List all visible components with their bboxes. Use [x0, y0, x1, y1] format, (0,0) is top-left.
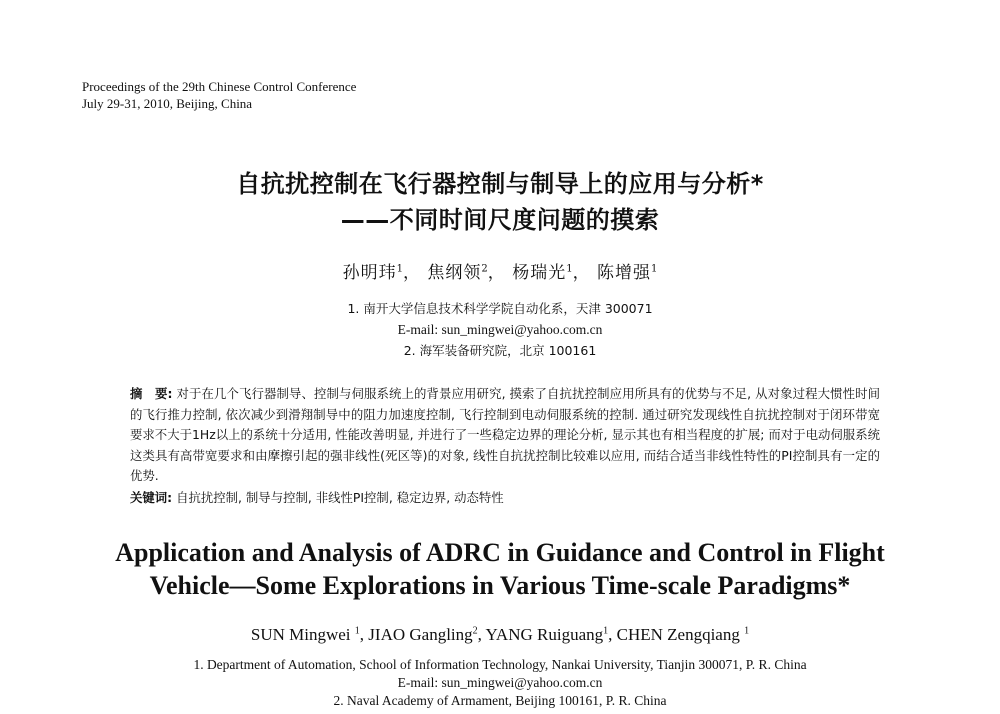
author-en: JIAO Gangling$^2$, — [368, 625, 486, 644]
affiliation-1-en: 1. Department of Automation, School of Information Technology, Nankai University, Tianjin 300071, P. R. China — [193, 657, 807, 672]
author-cn: 陈增强$^1$ — [596, 263, 658, 283]
proceedings-name: Proceedings of the 29th Chinese Control Conference — [82, 79, 357, 94]
email-cn: E-mail: sun_mingwei@yahoo.com.cn — [397, 322, 603, 337]
author-cn: 焦纲领$^2$， — [427, 263, 506, 283]
affiliation-2-en: 2. Naval Academy of Armament, Beijing 100161, P. R. China — [333, 693, 667, 708]
author-cn: 杨瑞光$^1$， — [512, 263, 591, 283]
english-affiliations — [0, 656, 1000, 710]
author-cn: 孙明玮$^1$， — [342, 263, 422, 283]
author-en: SUN Mingwei $^1$, — [250, 625, 369, 644]
english-title-line2: Vehicle—Some Explorations in Various Time-scale Paradigms* — [149, 571, 851, 600]
chinese-authors — [0, 260, 1000, 286]
chinese-title-line2: ——不同时间尺度问题的摸索 — [340, 206, 660, 234]
affiliation-2-cn: 2. 海军装备研究院，北京 100161 — [403, 343, 597, 358]
chinese-title-line1: 自抗扰控制在飞行器控制与制导上的应用与分析* — [236, 170, 764, 198]
chinese-keywords — [130, 488, 880, 508]
abstract-label: 摘 要: — [130, 386, 173, 401]
chinese-abstract — [130, 384, 880, 487]
english-title — [0, 536, 1000, 602]
keywords-label: 关键词: — [130, 490, 173, 505]
english-authors — [0, 624, 1000, 646]
proceedings-date: July 29-31, 2010, Beijing, China — [82, 96, 253, 111]
author-en: CHEN Zengqiang $^1$ — [616, 625, 750, 644]
affiliation-1-cn: 1. 南开大学信息技术科学学院自动化系，天津 300071 — [347, 301, 653, 316]
chinese-title — [0, 166, 1000, 238]
proceedings-header — [82, 78, 356, 112]
keywords-text: 自抗扰控制, 制导与控制, 非线性PI控制, 稳定边界, 动态特性 — [172, 490, 504, 505]
english-title-line1: Application and Analysis of ADRC in Guidance and Control in Flight — [115, 538, 885, 567]
abstract-text: 对于在几个飞行器制导、控制与伺服系统上的背景应用研究, 摸索了自抗扰控制应用所具有的优势与不足, 从对象过程大惯性时间的飞行推力控制, 依次减少到滑翔制导中的阻力加速度控制, 飞行控制到电动伺服系统的控制. 通过研究发现线性自抗扰控制对于闭环带宽要求不大于1Hz以上的系统十分适用, 性能改善明显, 并进行了一些稳定边界的理论分析, 显示其也有相当程度的扩展; 而对于电动伺服系统这类具有高带宽要求和由摩擦引起的强非线性(死区等)的对象, 线性自抗扰控制比较难以应用, 而结合适当非线性特性的PI控制具有一定的优势. — [130, 386, 880, 483]
author-en: YANG Ruiguang$^1$, — [485, 625, 617, 644]
email-en: E-mail: sun_mingwei@yahoo.com.cn — [397, 675, 603, 690]
chinese-affiliations — [0, 298, 1000, 361]
